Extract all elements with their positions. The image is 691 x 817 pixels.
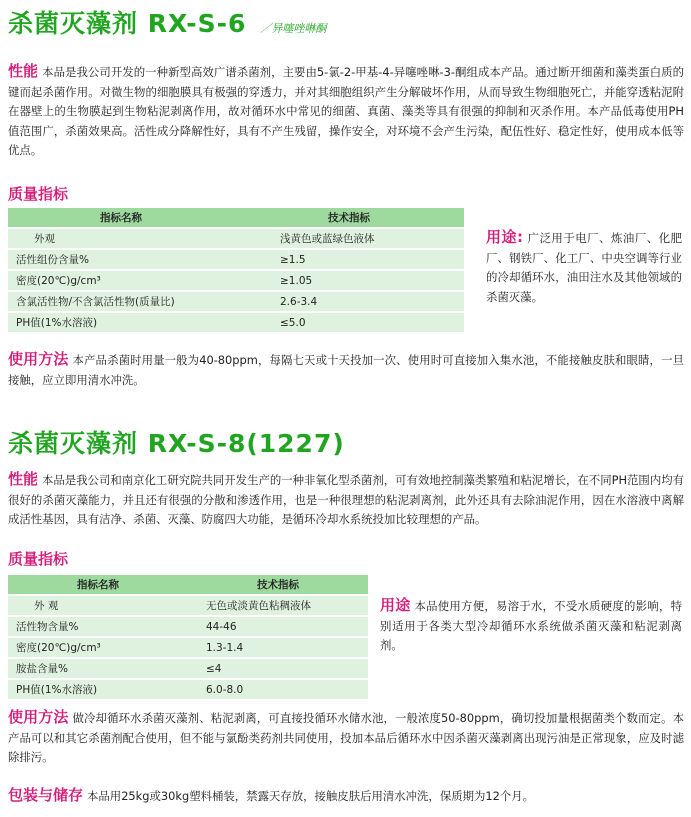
product1-subtitle: ／异噻唑啉酮 <box>260 22 327 35</box>
table-cell: 无色或淡黄色粘稠液体 <box>188 595 368 616</box>
product2-purpose <box>380 596 682 656</box>
table-cell: PH值(1%水溶液) <box>8 312 234 333</box>
product2-title: 杀菌灭藻剂 RX-S-8(1227) <box>8 429 345 458</box>
table-header-cell: 技术指标 <box>188 575 368 595</box>
product2-packing-paragraph <box>8 786 684 807</box>
table-header-cell: 技术指标 <box>234 208 464 228</box>
product1-property-text: 本品是我公司开发的一种新型高效广谱杀菌剂，主要由5-氯-2-甲基-4-异噻唑啉-3-酮组成本产品。通过断开细菌和藻类蛋白质的键而起杀菌作用。对微生物的细胞膜具有极强的穿透力，并对其细胞组织产生分解破坏作用，从而导致生物细胞死亡，并能穿透粘泥附在器壁上的生物膜起到生物粘泥剥离作用，故对循环水中常见的细菌、真菌、藻类等具有很强的抑制和灭杀作用。本产品低毒使用PH值范围广，杀菌效果高。活性成分降解性好，具有不产生残留，操作安全，对环境不会产生污染，配伍性好、稳定性好，使用成本低等优点。 <box>8 65 684 157</box>
product2-packing-label: 包装与储存 <box>8 786 84 804</box>
table-cell: 6.0-8.0 <box>188 679 368 700</box>
table-cell: 活性组份含量% <box>8 249 234 270</box>
table-header-cell: 指标名称 <box>8 208 234 228</box>
product2-property-paragraph <box>8 470 684 530</box>
table-cell: PH值(1%水溶液) <box>8 679 188 700</box>
table-row <box>8 679 368 700</box>
table-cell: 含氯活性物/不含氯活性物(质量比) <box>8 291 234 312</box>
product1-spec-table <box>8 208 464 334</box>
table-row <box>8 616 368 637</box>
table-cell: 1.3-1.4 <box>188 637 368 658</box>
product1-method-text: 本产品杀菌时用量一般为40-80ppm，每隔七天或十天投加一次、使用时可直接加入集水池，不能接触皮肤和眼睛，一旦接触，应立即用清水冲洗。 <box>8 353 684 387</box>
product1-purpose-text: 广泛用于电厂、炼油厂、化肥厂、钢铁厂、化工厂、中央空调等行业的冷却循环水，油田注水及其他领域的杀菌灭藻。 <box>486 231 682 304</box>
product2-property-label: 性能 <box>8 470 39 488</box>
table-cell: 外 观 <box>8 595 188 616</box>
product2-purpose-text: 本品使用方便，易溶于水，不受水质硬度的影响，特别适用于各类大型冷却循环水系统做杀菌灭藻和粘泥剥离剂。 <box>380 599 682 652</box>
table-cell: ≤5.0 <box>234 312 464 333</box>
table-header-cell: 指标名称 <box>8 575 188 595</box>
product1-purpose <box>486 228 682 307</box>
table-cell: ≥1.5 <box>234 249 464 270</box>
product2-method-text: 做冷却循环水杀菌灭藻剂、粘泥剥离，可直接投循环水储水池，一般浓度50-80ppm，确切投加量根据菌类个数而定。本产品可以和其它杀菌剂配合使用，但不能与氯酚类药剂共同使用，投加本品后循环水中因杀菌灭藻剥离出现污油是正常现象，应及时滤除排污。 <box>8 711 684 764</box>
table-row <box>8 658 368 679</box>
product1-title: 杀菌灭藻剂 RX-S-6 <box>8 9 247 38</box>
table-header-row <box>8 575 368 595</box>
product1-method-label: 使用方法 <box>8 350 69 368</box>
product1-purpose-label: 用途: <box>486 228 524 246</box>
table-cell: 44-46 <box>188 616 368 637</box>
product1-property-paragraph <box>8 62 684 161</box>
product2-spec-table <box>8 575 368 701</box>
table-cell: ≤4 <box>188 658 368 679</box>
product1-property-label: 性能 <box>8 62 39 80</box>
table-row <box>8 595 368 616</box>
product2-quality-heading: 质量指标 <box>8 550 69 568</box>
table-cell: ≥1.05 <box>234 270 464 291</box>
table-row <box>8 312 464 333</box>
product1-quality-heading: 质量指标 <box>8 185 69 203</box>
table-header-row <box>8 208 464 228</box>
product2-title-row <box>8 424 345 460</box>
product2-method-paragraph <box>8 708 684 768</box>
product2-method-label: 使用方法 <box>8 708 69 726</box>
table-row <box>8 228 464 249</box>
table-cell: 密度(20℃)g/cm³ <box>8 270 234 291</box>
table-cell: 活性物含量% <box>8 616 188 637</box>
table-row <box>8 291 464 312</box>
table-cell: 密度(20℃)g/cm³ <box>8 637 188 658</box>
table-row <box>8 637 368 658</box>
table-cell: 浅黄色或蓝绿色液体 <box>234 228 464 249</box>
table-cell: 2.6-3.4 <box>234 291 464 312</box>
product2-packing-text: 本品用25kg或30kg塑料桶装，禁露天存放，接触皮肤后用清水冲洗，保质期为12个月。 <box>87 789 535 803</box>
product2-property-text: 本品是我公司和南京化工研究院共同开发生产的一种非氧化型杀菌剂，可有效地控制藻类繁殖和粘泥增长，在不同PH范围内均有很好的杀菌灭藻能力，并且还有很强的分散和渗透作用，也是一种很理想的粘泥剥离剂，此外还具有去除油泥作用，因在水溶液中离解成活性基因，具有洁净、杀菌、灭藻、防腐四大功能，是循环冷却水系统投加比较理想的产品。 <box>8 473 684 526</box>
product2-purpose-label: 用途 <box>380 596 411 614</box>
table-cell: 外观 <box>8 228 234 249</box>
table-row <box>8 270 464 291</box>
product1-method-paragraph <box>8 350 684 390</box>
product1-title-row <box>8 4 326 40</box>
table-cell: 胺盐含量% <box>8 658 188 679</box>
table-row <box>8 249 464 270</box>
